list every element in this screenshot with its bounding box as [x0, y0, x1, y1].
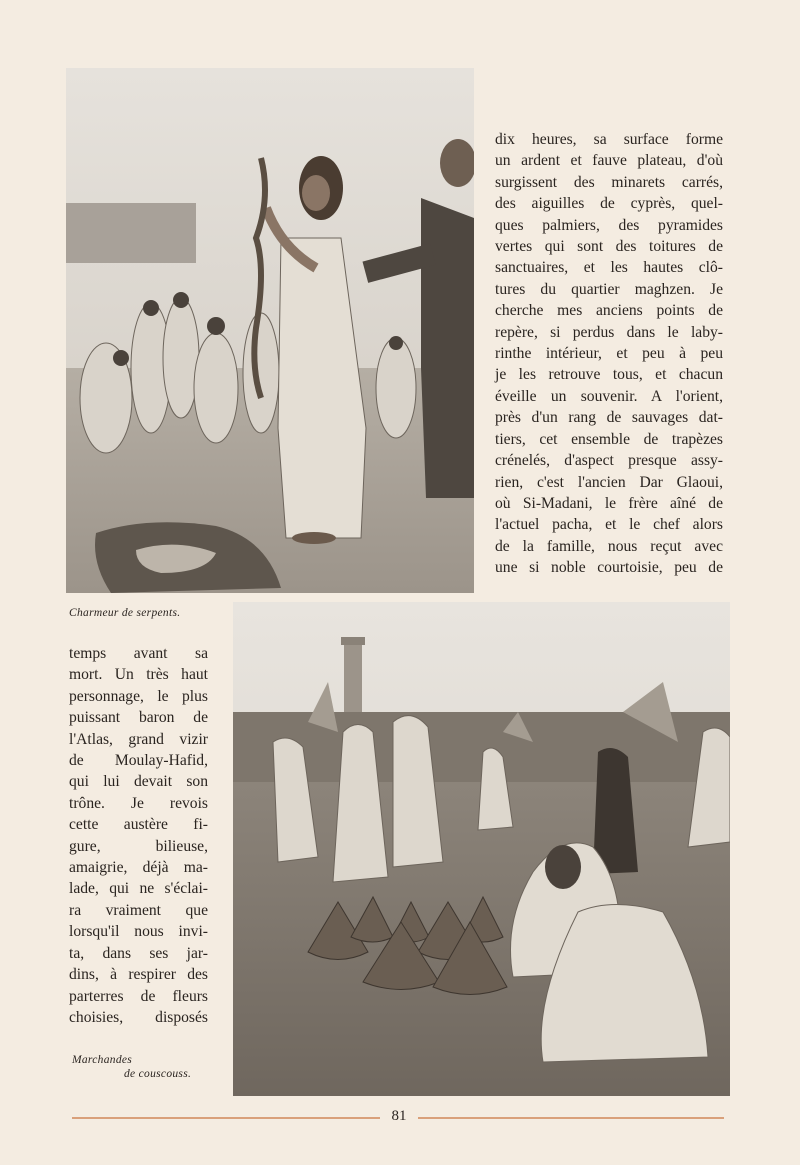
text-line: sanctuaires, et les hautes clô-: [495, 259, 723, 277]
couscous-sellers-image: [233, 602, 730, 1096]
caption-couscous-sellers: [72, 1053, 191, 1081]
text-line: lorsqu'il nous invi-: [69, 923, 208, 941]
text-line: un ardent et fauve plateau, d'où: [495, 152, 723, 170]
text-line: l'Atlas, grand vizir: [69, 730, 208, 748]
footer-rule-left: [72, 1117, 380, 1119]
text-line: rien, c'est l'ancien Dar Glaoui,: [495, 473, 723, 491]
text-line: temps avant sa: [69, 645, 208, 662]
text-line: puissant baron de: [69, 709, 208, 727]
text-line: cette austère fi-: [69, 816, 208, 834]
text-line: vertes qui sont des toitures de: [495, 238, 723, 256]
text-line: gure, bilieuse,: [69, 837, 208, 855]
text-line: des aiguilles de cyprès, quel-: [495, 195, 723, 213]
text-line: je les retrouve tous, et chacun: [495, 366, 723, 384]
snake-charmer-image: [66, 68, 474, 593]
footer-rule-right: [418, 1117, 724, 1119]
text-line: surgissent des minarets carrés,: [495, 173, 723, 191]
text-line: ta, dans ses jar-: [69, 944, 208, 962]
text-line: choisies, disposés: [69, 1008, 208, 1026]
text-line: de la famille, nous reçut avec: [495, 537, 723, 555]
body-text-right-column: [495, 129, 723, 579]
caption-line: Marchandes: [72, 1054, 133, 1066]
text-line: lade, qui ne s'éclai-: [69, 880, 208, 898]
text-line: crénelés, d'aspect presque assy-: [495, 452, 723, 470]
text-line: dix heures, sa surface forme: [495, 131, 723, 148]
text-line: où Si-Madani, le frère aîné de: [495, 494, 723, 512]
text-line: ra vraiment que: [69, 901, 208, 919]
text-line: de Moulay-Hafid,: [69, 752, 208, 770]
text-line: amaigrie, déjà ma-: [69, 859, 208, 877]
text-line: trône. Je revois: [69, 794, 208, 812]
text-line: une si noble courtoisie, peu de: [495, 559, 723, 577]
text-line: repère, si perdus dans le laby-: [495, 323, 723, 341]
text-line: l'actuel pacha, et le chef alors: [495, 516, 723, 534]
text-line: près d'un rang de sauvages dat-: [495, 409, 723, 427]
caption-line: de couscouss.: [124, 1068, 192, 1080]
text-line: qui lui devait son: [69, 773, 208, 791]
text-line: parterres de fleurs: [69, 987, 208, 1005]
text-line: dins, à respirer des: [69, 966, 208, 984]
photo-couscous-sellers: [233, 602, 730, 1096]
text-line: éveille un souvenir. A l'orient,: [495, 387, 723, 405]
caption-snake-charmer: Charmeur de serpents.: [69, 607, 181, 619]
text-line: mort. Un très haut: [69, 666, 208, 684]
text-line: ques palmiers, des pyramides: [495, 216, 723, 234]
page-number: 81: [391, 1108, 407, 1124]
text-line: tiers, cet ensemble de trapèzes: [495, 430, 723, 448]
photo-snake-charmer: [66, 68, 474, 593]
body-text-left-column: [69, 643, 208, 1028]
text-line: cherche mes anciens points de: [495, 302, 723, 320]
text-line: rinthe intérieur, et peu à peu: [495, 345, 723, 363]
text-line: personnage, le plus: [69, 687, 208, 705]
text-line: tures du quartier maghzen. Je: [495, 280, 723, 298]
